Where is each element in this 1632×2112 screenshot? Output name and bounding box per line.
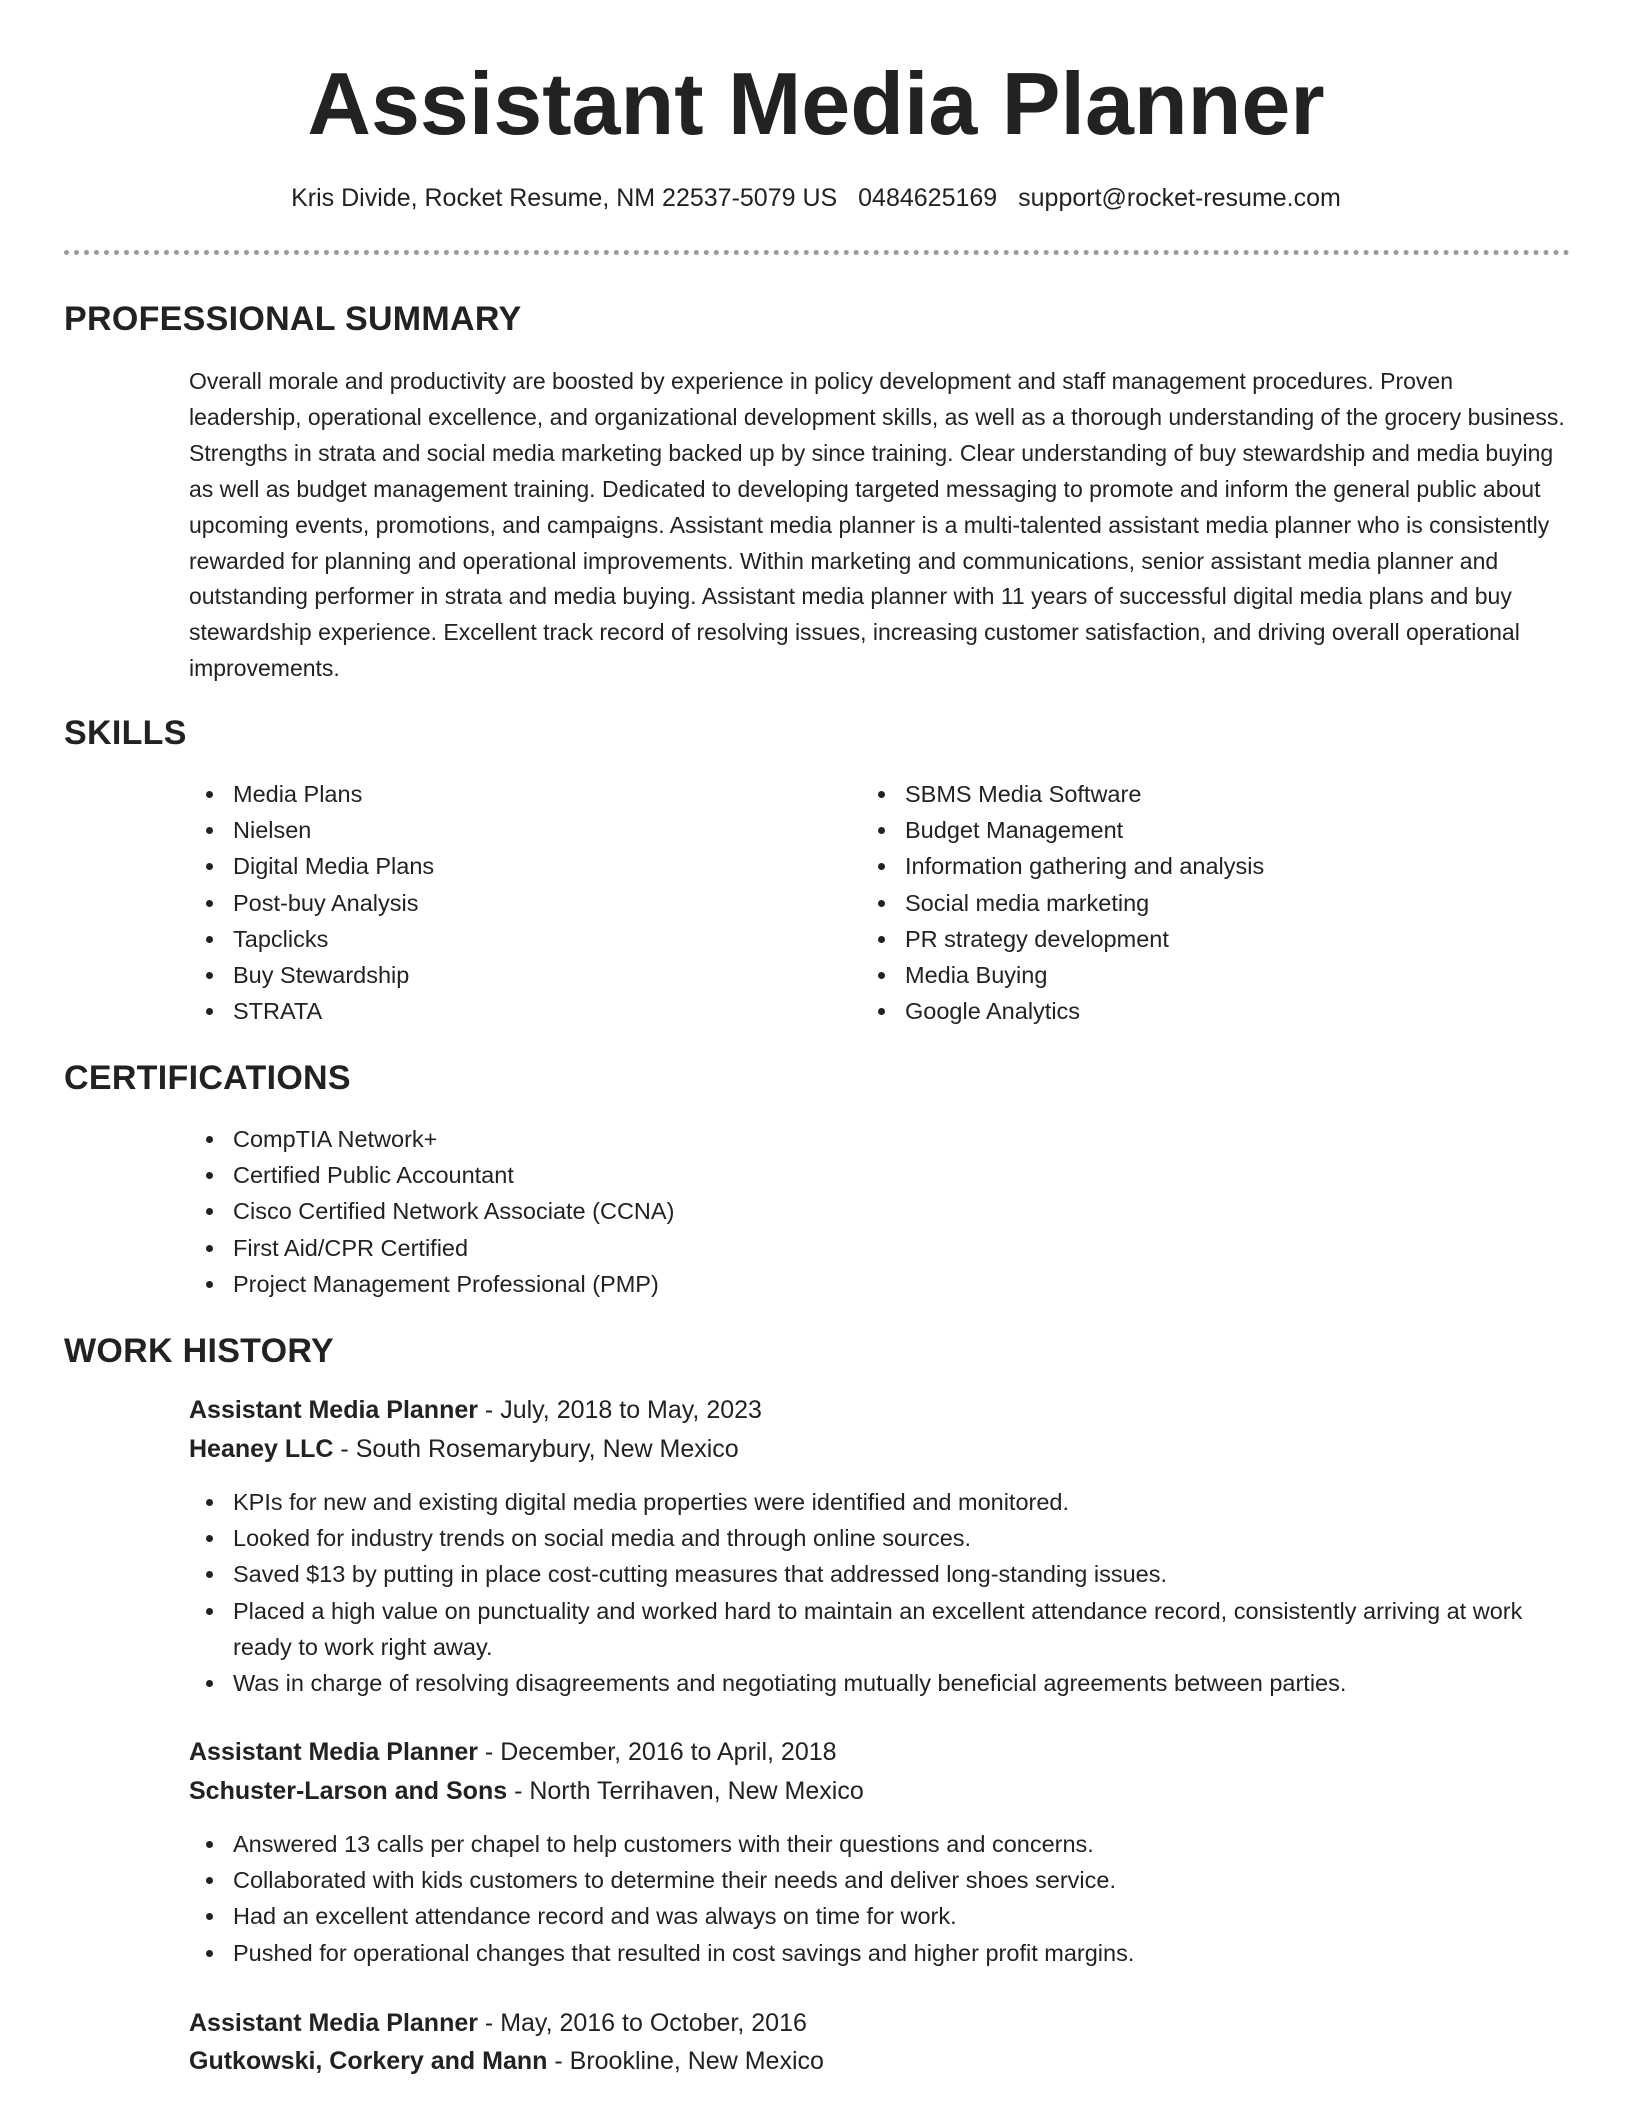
certifications-heading: CERTIFICATIONS: [64, 1059, 351, 1097]
skill-item: SBMS Media Software: [861, 776, 1561, 812]
certification-item: CompTIA Network+: [189, 1121, 1569, 1157]
job-dates: - May, 2016 to October, 2016: [477, 2009, 807, 2037]
job-title-line: [189, 2004, 807, 2042]
skill-item: Digital Media Plans: [189, 848, 849, 884]
certification-item: Project Management Professional (PMP): [189, 1266, 1569, 1302]
skill-item: Google Analytics: [861, 993, 1561, 1029]
job-location: - North Terrihaven, New Mexico: [507, 1777, 864, 1805]
skill-item: Post-buy Analysis: [189, 885, 849, 921]
job-title: Assistant Media Planner: [189, 1396, 478, 1424]
contact-phone: 0484625169: [858, 184, 998, 212]
job-bullet: Placed a high value on punctuality and worked hard to maintain an excellent attendance record, consistently arriving at work ready to work right away.: [189, 1593, 1569, 1665]
skill-item: Budget Management: [861, 812, 1561, 848]
job-bullet: Saved $13 by putting in place cost-cutting measures that addressed long-standing issues.: [189, 1556, 1569, 1592]
contact-line: [0, 180, 1632, 216]
skill-item: Tapclicks: [189, 921, 849, 957]
contact-email: support@rocket-resume.com: [1018, 184, 1341, 212]
skill-item: Social media marketing: [861, 885, 1561, 921]
job-title-line: [189, 1733, 837, 1771]
job-company-line: [189, 1430, 739, 1468]
certifications-list: [189, 1121, 1569, 1302]
header-divider: [64, 250, 1570, 255]
job-company-line: [189, 2042, 824, 2080]
job-bullet: Answered 13 calls per chapel to help customers with their questions and concerns.: [189, 1826, 1569, 1862]
contact-address: Kris Divide, Rocket Resume, NM 22537-5079 US: [291, 184, 838, 212]
job-company-line: [189, 1772, 864, 1810]
certification-item: First Aid/CPR Certified: [189, 1230, 1569, 1266]
job-title: Assistant Media Planner: [189, 2009, 478, 2037]
job-title-line: [189, 1391, 762, 1429]
job-bullet: Had an excellent attendance record and was always on time for work.: [189, 1898, 1569, 1934]
job-company: Schuster-Larson and Sons: [189, 1777, 508, 1805]
job-bullet: KPIs for new and existing digital media properties were identified and monitored.: [189, 1484, 1569, 1520]
job-bullet: Was in charge of resolving disagreements and negotiating mutually beneficial agreements between parties.: [189, 1665, 1569, 1701]
job-company: Heaney LLC: [189, 1435, 334, 1463]
certification-item: Certified Public Accountant: [189, 1157, 1569, 1193]
resume-title: Assistant Media Planner: [307, 54, 1325, 153]
job-location: - South Rosemarybury, New Mexico: [333, 1435, 739, 1463]
skills-list-right: [861, 776, 1561, 1029]
job-company: Gutkowski, Corkery and Mann: [189, 2047, 548, 2075]
job-bullets: [189, 1826, 1569, 1971]
certification-item: Cisco Certified Network Associate (CCNA): [189, 1193, 1569, 1229]
skill-item: Buy Stewardship: [189, 957, 849, 993]
skill-item: STRATA: [189, 993, 849, 1029]
skill-item: Media Plans: [189, 776, 849, 812]
skills-heading: SKILLS: [64, 714, 187, 752]
job-bullet: Pushed for operational changes that resulted in cost savings and higher profit margins.: [189, 1935, 1569, 1971]
job-bullets: [189, 1484, 1569, 1701]
skill-item: PR strategy development: [861, 921, 1561, 957]
summary-text: Overall morale and productivity are boosted by experience in policy development and staff management procedures. Proven leadership, operational excellence, and organizational development skills, as well as a thorough understanding of the grocery business. Strengths in strata and social media marketing backed up by since training. Clear understanding of buy stewardship and media buying as well as budget management training. Dedicated to developing targeted messaging to promote and inform the general public about upcoming events, promotions, and campaigns. Assistant media planner is a multi-talented assistant media planner who is consistently rewarded for planning and operational improvements. Within marketing and communications, senior assistant media planner and outstanding performer in strata and media buying. Assistant media planner with 11 years of successful digital media plans and buy stewardship experience. Excellent track record of resolving issues, increasing customer satisfaction, and driving overall operational improvements.: [189, 368, 1565, 682]
summary-heading: PROFESSIONAL SUMMARY: [64, 300, 522, 338]
skill-item: Information gathering and analysis: [861, 848, 1561, 884]
job-bullet: Collaborated with kids customers to determine their needs and deliver shoes service.: [189, 1862, 1569, 1898]
skill-item: Nielsen: [189, 812, 849, 848]
job-dates: - December, 2016 to April, 2018: [477, 1738, 837, 1766]
work-history-heading: WORK HISTORY: [64, 1332, 334, 1370]
job-title: Assistant Media Planner: [189, 1738, 478, 1766]
skills-list-left: [189, 776, 849, 1029]
job-dates: - July, 2018 to May, 2023: [477, 1396, 762, 1424]
job-location: - Brookline, New Mexico: [547, 2047, 824, 2075]
skill-item: Media Buying: [861, 957, 1561, 993]
job-bullet: Looked for industry trends on social media and through online sources.: [189, 1520, 1569, 1556]
